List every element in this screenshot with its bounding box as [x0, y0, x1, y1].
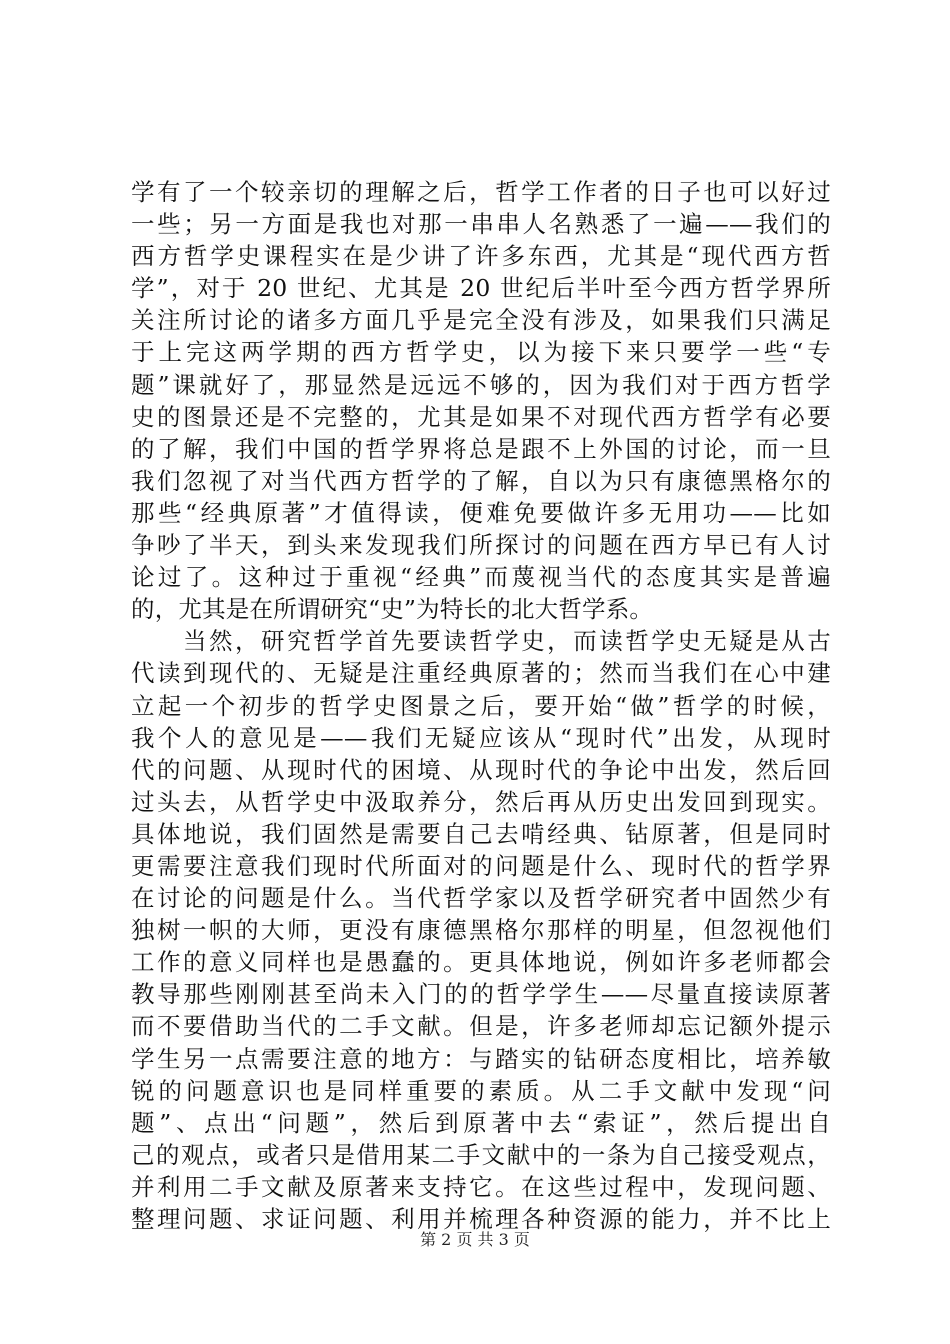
text-line: 教导那些刚刚甚至尚未入门的的哲学学生——尽量直接读原著 [131, 980, 831, 1009]
text-line: 史的图景还是不完整的，尤其是如果不对现代西方哲学有必要 [131, 402, 831, 431]
text-line: 而不要借助当代的二手文献。但是，许多老师却忘记额外提示 [131, 1012, 831, 1041]
text-line: 锐的问题意识也是同样重要的素质。从二手文献中发现“问 [131, 1076, 831, 1105]
text-line: 我个人的意见是——我们无疑应该从“现时代”出发，从现时 [131, 723, 831, 752]
text-line: 论过了。这种过于重视“经典”而蔑视当代的态度其实是普遍 [131, 563, 831, 592]
text-line: 整理问题、求证问题、利用并梳理各种资源的能力，并不比上 [131, 1205, 831, 1233]
text-line: 题”课就好了，那显然是远远不够的，因为我们对于西方哲学 [131, 370, 831, 399]
text-line: 工作的意义同样也是愚蠢的。更具体地说，例如许多老师都会 [131, 948, 831, 977]
text-line: 的了解，我们中国的哲学界将总是跟不上外国的讨论，而一旦 [131, 434, 831, 463]
text-line: 学”，对于 20 世纪、尤其是 20 世纪后半叶至今西方哲学界所 [131, 274, 831, 303]
body-text [131, 176, 831, 1235]
text-line: 代读到现代的、无疑是注重经典原著的；然而当我们在心中建 [131, 659, 831, 688]
text-line: 的，尤其是在所谓研究“史”为特长的北大哲学系。 [131, 595, 654, 624]
text-line: 过头去，从哲学史中汲取养分，然后再从历史出发回到现实。 [131, 787, 831, 816]
text-line: 代的问题、从现时代的困境、从现时代的争论中出发，然后回 [131, 755, 831, 784]
text-line: 关注所讨论的诸多方面几乎是完全没有涉及，如果我们只满足 [131, 306, 831, 335]
text-line: 在讨论的问题是什么。当代哲学家以及哲学研究者中固然少有 [131, 884, 831, 913]
text-line: 于上完这两学期的西方哲学史，以为接下来只要学一些“专 [131, 338, 831, 367]
text-line: 一些；另一方面是我也对那一串串人名熟悉了一遍——我们的 [131, 210, 831, 239]
text-line: 争吵了半天，到头来发现我们所探讨的问题在西方早已有人讨 [131, 531, 831, 560]
text-line: 那些“经典原著”才值得读，便难免要做许多无用功——比如 [131, 498, 831, 527]
text-line: 具体地说，我们固然是需要自己去啃经典、钻原著，但是同时 [131, 819, 831, 848]
text-line: 当然，研究哲学首先要读哲学史，而读哲学史无疑是从古 [131, 627, 831, 656]
text-line: 更需要注意我们现时代所面对的问题是什么、现时代的哲学界 [131, 851, 831, 880]
page-footer: 第 2 页 共 3 页 [420, 1230, 530, 1249]
text-line: 并利用二手文献及原著来支持它。在这些过程中，发现问题、 [131, 1172, 831, 1201]
text-line: 学有了一个较亲切的理解之后，哲学工作者的日子也可以好过 [131, 178, 831, 206]
text-line: 西方哲学史课程实在是少讲了许多东西，尤其是“现代西方哲 [131, 242, 831, 271]
text-line: 己的观点，或者只是借用某二手文献中的一条为自己接受观点， [131, 1140, 831, 1169]
text-line: 我们忽视了对当代西方哲学的了解，自以为只有康德黑格尔的 [131, 466, 831, 495]
text-line: 独树一帜的大师，更没有康德黑格尔那样的明星，但忽视他们 [131, 916, 831, 945]
text-line: 题”、点出“问题”，然后到原著中去“索证”，然后提出自 [131, 1108, 831, 1137]
text-line: 学生另一点需要注意的地方：与踏实的钻研态度相比，培养敏 [131, 1044, 831, 1073]
text-line: 立起一个初步的哲学史图景之后，要开始“做”哲学的时候， [131, 691, 831, 720]
